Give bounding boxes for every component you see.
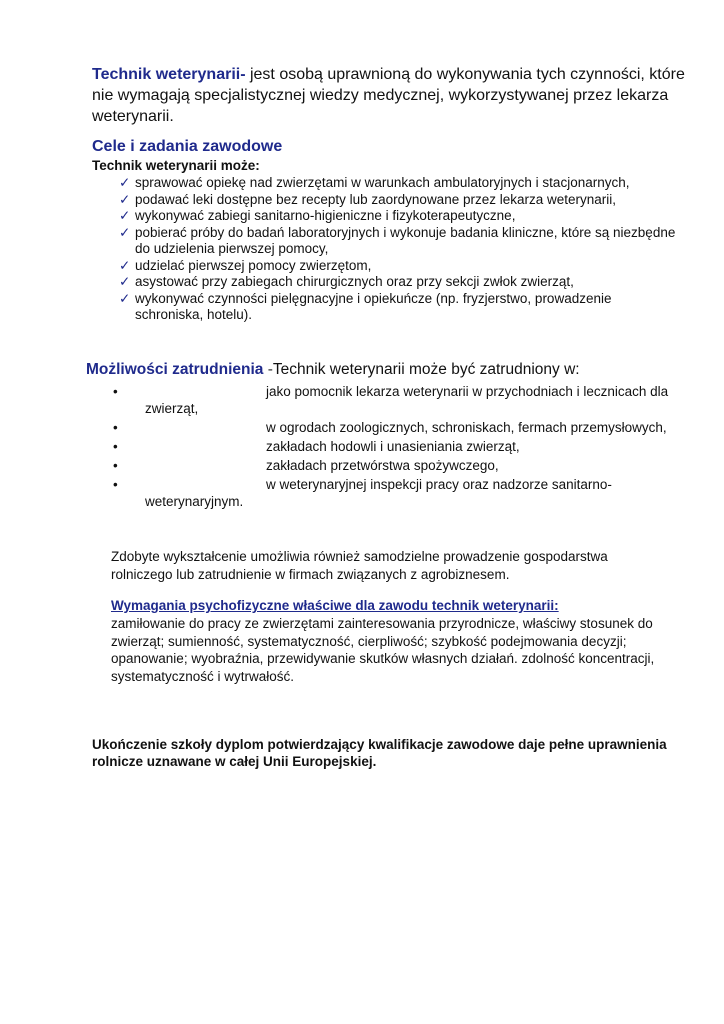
employment-list bbox=[113, 383, 673, 512]
list-item: • w weterynaryjnej inspekcji pracy oraz nadzorze sanitarno-weterynaryjnym. bbox=[113, 477, 612, 509]
goals-subheading: Technik weterynarii może: bbox=[92, 158, 260, 173]
list-item: • zakładach hodowli i unasieniania zwierząt, bbox=[113, 439, 520, 454]
checkmark-icon: ✓ bbox=[119, 257, 131, 273]
goals-heading: Cele i zadania zawodowe bbox=[92, 138, 283, 155]
list-item: ✓ podawać leki dostępne bez recepty lub zaordynowane przez lekarza weterynarii, bbox=[119, 191, 617, 207]
employment-heading: Możliwości zatrudnienia bbox=[86, 361, 264, 378]
checkmark-icon: ✓ bbox=[119, 290, 131, 306]
list-item: • zakładach przetwórstwa spożywczego, bbox=[113, 458, 499, 473]
intro-lead: Technik weterynarii- bbox=[92, 66, 246, 83]
final-note: Ukończenie szkoły dyplom potwierdzający kwalifikacje zawodowe daje pełne uprawnienia rolnicze uznawane w całej Unii Europejskiej. bbox=[92, 737, 667, 769]
list-item: • jako pomocnik lekarza weterynarii w przychodniach i lecznicach dla zwierząt, bbox=[113, 384, 669, 416]
checkmark-icon: ✓ bbox=[119, 191, 131, 207]
bullet-icon: • bbox=[113, 477, 118, 492]
list-item: • w ogrodach zoologicznych, schroniskach, fermach przemysłowych, bbox=[113, 420, 667, 435]
goals-list bbox=[119, 175, 679, 324]
list-item: ✓ udzielać pierwszej pomocy zwierzętom, bbox=[119, 257, 372, 273]
requirements-title: Wymagania psychofizyczne właściwe dla zawodu technik weterynarii: bbox=[111, 598, 559, 613]
requirements-text: zamiłowanie do pracy ze zwierzętami zainteresowania przyrodnicze, właściwy stosunek do zwierząt; sumienność, systematyczność, cierpliwość; szybkość podejmowania decyzji; opanowanie; wyobraźnia, przewidywanie skutków własnych działań. zdolność koncentracji, systematyczność i wytrwałość. bbox=[111, 616, 655, 684]
list-item: ✓ wykonywać czynności pielęgnacyjne i opiekuńcze (np. fryzjerstwo, prowadzenie schroniska, hotelu). bbox=[119, 290, 612, 322]
bullet-icon: • bbox=[113, 458, 118, 473]
checkmark-icon: ✓ bbox=[119, 208, 131, 223]
list-item: ✓ asystować przy zabiegach chirurgicznych oraz przy sekcji zwłok zwierząt, bbox=[119, 274, 574, 289]
bullet-icon: • bbox=[113, 384, 118, 399]
intro-paragraph bbox=[92, 64, 692, 127]
checkmark-icon: ✓ bbox=[119, 175, 131, 190]
employment-heading-line bbox=[86, 361, 706, 379]
employment-intro: Technik weterynarii może być zatrudniony w: bbox=[272, 361, 580, 378]
employment-separator: - bbox=[263, 361, 273, 378]
list-item: ✓ pobierać próby do badań laboratoryjnych i wykonuje badania kliniczne, które są niezbędne do udzielenia pierwszej pomocy, bbox=[119, 224, 676, 256]
list-item: ✓ wykonywać zabiegi sanitarno-higieniczne i fizykoterapeutyczne, bbox=[119, 208, 516, 223]
list-item: ✓ sprawować opiekę nad zwierzętami w warunkach ambulatoryjnych i stacjonarnych, bbox=[119, 175, 630, 190]
bullet-icon: • bbox=[113, 420, 118, 435]
intro-text: jest osobą uprawnioną do wykonywania tych czynności, które nie wymagają specjalistycznej wiedzy medycznej, wykorzystywanej przez lekarza weterynarii. bbox=[92, 66, 685, 125]
bullet-icon: • bbox=[113, 439, 118, 454]
employment-paragraph: Zdobyte wykształcenie umożliwia również samodzielne prowadzenie gospodarstwa rolniczego lub zatrudnienie w firmach związanych z agrobiznesem. bbox=[111, 549, 608, 582]
checkmark-icon: ✓ bbox=[119, 224, 131, 240]
checkmark-icon: ✓ bbox=[119, 274, 131, 289]
